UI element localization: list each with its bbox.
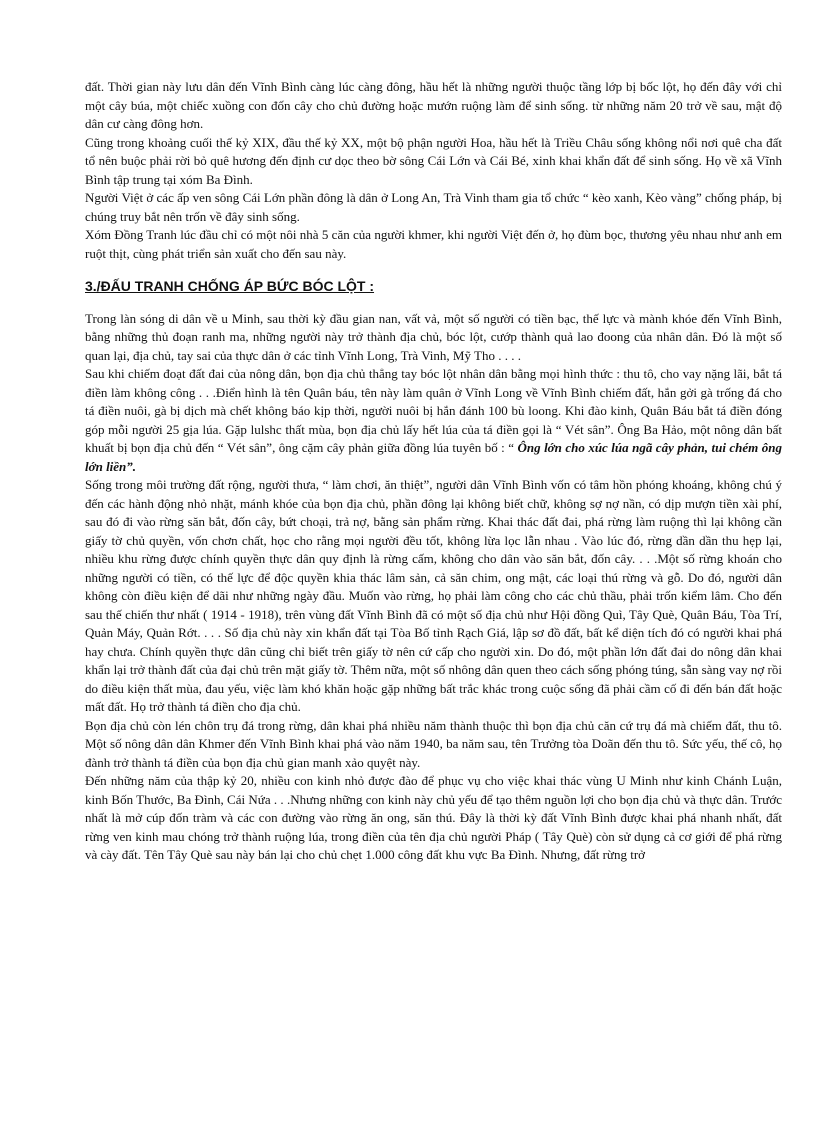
paragraph-intro-1: đất. Thời gian này lưu dân đến Vĩnh Bình càng lúc càng đông, hầu hết là những người thuộc tầng lớp bị bốc lột, họ đến đây với chỉ một cây búa, một chiếc xuồng con đốn cây cho chủ đường hoặc mướn ruộng làm để sinh sống. từ những năm 20 trở về sau, mật độ dân cư càng đông hơn. xyxy=(85,79,782,131)
paragraph-intro-2: Cũng trong khoảng cuối thế kỷ XIX, đầu thế kỷ XX, một bộ phận người Hoa, hầu hết là Triều Châu sống không nổi nơi quê cha đất tổ nên buộc phải rời bỏ quê hương đến định cư dọc theo bờ sông Cái Lớn và Cái Bé, xinh khai khẩn đất để sinh sống. Họ về xã Vĩnh Bình tập trung tại xóm Ba Đình. xyxy=(85,134,782,187)
paragraph-intro-4: Xóm Đồng Tranh lúc đầu chỉ có một nôi nhà 5 căn của người khmer, khi người Việt đến ở, họ đùm bọc, thương yêu nhau như anh em ruột thịt, cùng phát triển sản xuất cho đến sau này. xyxy=(85,227,782,261)
paragraph-2-quote: Ông lớn cho xúc lúa ngã cây phản, tui chém ông lớn liền”. xyxy=(85,440,782,474)
paragraph-3: Sống trong môi trường đất rộng, người thưa, “ làm chơi, ăn thiệt”, người dân Vĩnh Bình vốn có tâm hồn phóng khoáng, không chú ý đến các hành động nhỏ nhặt, mánh khóe của bọn địa chủ, phần đông lại không biết chữ, không sợ nợ nần, có dịp mượn tiền xài phí, sau đó đi vào rừng săn bắt, đốn cây, bứt choại, trả nợ, bằng sản phẩm rừng. Khai thác đất đai, phá rừng làm ruộng thì lại không cần giấy tờ chủ quyền, vốn chơn chất, học cho rằng mọi người đều tốt, không lừa lọc lẫn nhau . Vào lúc đó, rừng dần dần thu hẹp lại, nhiều khu rừng được chính quyền thực dân quy định là rừng cấm, không cho dân vào săn bắt, đốn cây. . . .Một số rừng khoán cho những người có tiền, có thế lực để độc quyền khia thác lâm sản, cả săn chim, ong mật, các loại thú rừng và gỗ. Do đó, người dân không còn điều kiện để dãi như những ngày đầu. Muốn vào rừng, họ phải làm công cho các chủ thầu, phải trốn kiểm lâm. Cho đến sau thế chiến thư nhất ( 1914 - 1918), trên vùng đất Vĩnh Bình đã có một số địa chủ như Hội đồng Quì, Tây Què, Quân Báu, Tòa Trí, Quản Máy, Quản Rớt. . . . Số địa chủ này xin khẩn đất tại Tòa Bố tỉnh Rạch Giá, lập sơ đồ đất, bất kể diện tích đó có người khai phá hay chưa. Chính quyền thực dân cũng chỉ biết trên giấy tờ nên cứ cấp cho người xin. Do đó, một phần lớn đất đai do nông dân khai khẩn lại trở thành đất của đại chủ trên mặt giấy tờ. Thêm nữa, một số nhông dân quen theo cách sống phóng túng, sẵn sàng vay nợ rồi do điều kiện thất mùa, đau yếu, việc làm khó khăn hoặc gặp những bất trắc khác trong cuộc sống đã phải cầm cố đi đến bán đất hoặc mất đất. Họ trở thành tá điền cho địa chủ. xyxy=(85,477,782,714)
document-page xyxy=(85,78,782,865)
paragraph-2-text: Sau khi chiếm đoạt đất đai của nông dân, bọn địa chủ thẳng tay bóc lột nhân dân bằng mọi hình thức : thu tô, cho vay nặng lãi, bắt tá điền làm không công . . .Điển hình là tên Quân báu, tên này làm quân ở Vĩnh Long về Vĩnh Bình chiếm đất, hắn gởi gà trống đá cho tá điền nuôi, gà bị dịch mà chết không báo kịp thời, người nuôi bị hắn đánh 100 bù loong. Khi đào kinh, Quân Báu bắt tá điền đóng góp mỗi người 25 gịa lúa. Gặp lulshc thất mùa, bọn địa chủ lấy hết lúa của tá điền gọi là “ Vét sân”. Ông Ba Hảo, một nông dân bất khuất bị bọn địa chủ đến “ Vét sân”, ông cặm cây phản giữa đồng lúa tuyên bố : “ xyxy=(85,366,782,455)
paragraph-1: Trong làn sóng di dân về u Minh, sau thời kỳ đầu gian nan, vất vả, một số người có tiền bạc, thế lực và mành khóe đến Vĩnh Bình, bằng những thủ đoạn ranh ma, những người này trở thành địa chủ, bóc lột, cướp thành quả lao đoong của nhân dân. Đó là một số quan lại, địa chủ, tay sai của thực dân ở các tỉnh Vĩnh Long, Trà Vinh, Mỹ Tho . . . . xyxy=(85,310,782,363)
paragraph-4: Bọn địa chủ còn lén chôn trụ đá trong rừng, dân khai phá nhiều năm thành thuộc thì bọn địa chủ căn cứ trụ đá mà chiếm đất, thu tô. Một số nông dân dân Khmer đến Vĩnh Bình khai phá vào năm 1940, ba năm sau, tên Trưởng tòa Doãn đến thu tô. Sức yếu, thế cô, họ đành trở thành tá điền của bọn địa chủ gian manh xảo quyệt này. xyxy=(85,717,782,770)
paragraph-intro-3: Người Việt ở các ấp ven sông Cái Lớn phần đông là dân ở Long An, Trà Vinh tham gia tổ chức “ kèo xanh, Kèo vàng” chống pháp, bị chúng truy bắt nên trốn về đây sinh sống. xyxy=(85,190,782,224)
section-heading: 3./ĐẤU TRANH CHỐNG ÁP BỨC BÓC LỘT : xyxy=(85,278,375,294)
paragraph-2 xyxy=(85,365,782,476)
paragraph-5: Đến những năm của thập kỷ 20, nhiều con kinh nhỏ được đào để phục vụ cho việc khai thác vùng U Minh như kinh Chánh Luận, kinh Bốn Thước, Ba Đình, Cái Nứa . . .Nhưng những con kinh này chủ yếu để tạo thêm nguồn lợi cho bọn địa chủ và thực dân. Trước nhất là mở cúp đốn tràm và các con đường vào rừng ăn ong, săn thú. Đây là thời kỳ đất Vĩnh Bình được khai phá nhanh nhất, đất rừng ven kinh mau chóng trở thành ruộng lúa, trong điền của tên địa chủ người Pháp ( Tây Què) còn sử dụng cả cơ giới để phá rừng và cày đất. Tên Tây Què sau này bán lại cho chủ chẹt 1.000 công đất khu vực Ba Đình. Nhưng, đất rừng trở xyxy=(85,773,782,862)
